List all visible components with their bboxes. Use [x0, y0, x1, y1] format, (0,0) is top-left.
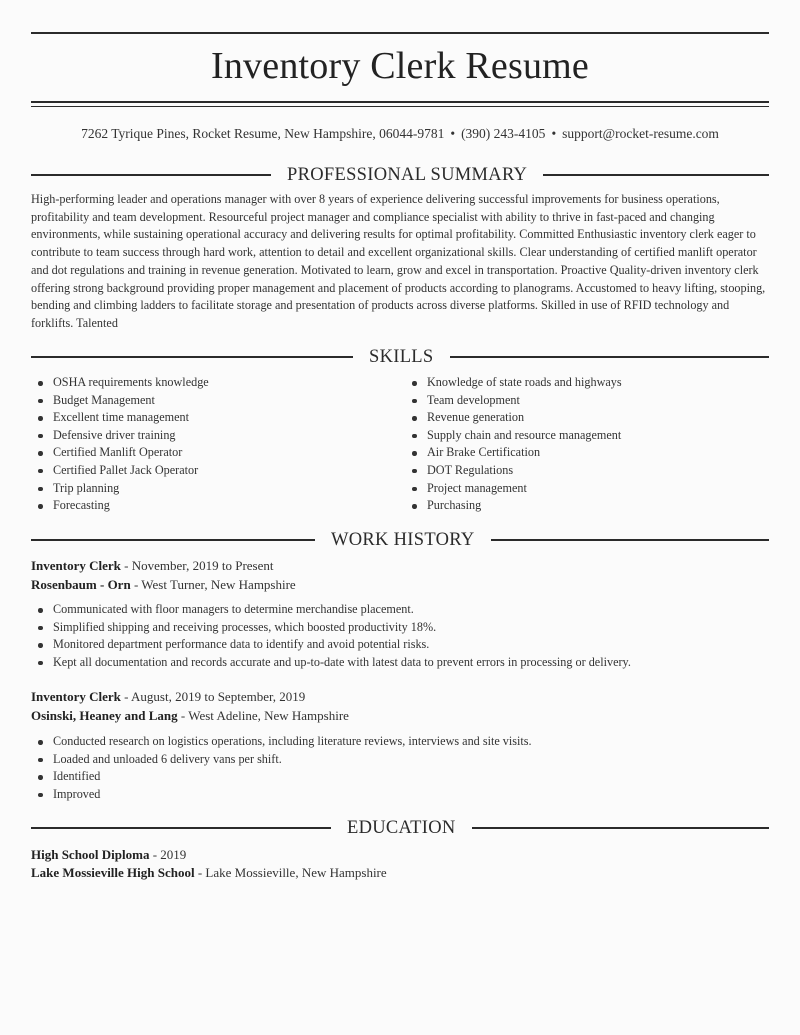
contact-separator: •: [450, 126, 456, 141]
summary-text: High-performing leader and operations manager with over 8 years of experience delivering successful improvements for business operations, profitability and team development. Resourceful project manager and compliance specialist with ability to thrive in fast-paced and changing environments, while sustaining operational accuracy and delivering results for optimal profitability. Committed Enthusiastic inventory clerk eager to contribute to team success through hard work, attention to detail and excellent organizational skills. Clear understanding of certified manlift operator and dot regulations and training in revenue generation. Motivated to learn, grow and excel in transportation. Proactive Quality-driven inventory clerk offering strong background providing proper management and placement of products according to planograms. Accustomed to heavy lifting, stooping, bending and climbing ladders to facilitate storage and presentation of products across diverse platforms. Skilled in use of RFID technology and forklifts. Talented: [31, 192, 766, 330]
bullet-dot-icon: [38, 434, 43, 439]
bullet-dot-icon: [38, 643, 43, 648]
job-bullet-text: Conducted research on logistics operations, including literature reviews, interviews and site visits.: [53, 734, 532, 748]
skill-item-text: Purchasing: [427, 498, 482, 513]
bullet-dot-icon: [38, 626, 43, 631]
job-bullet-text: Communicated with floor managers to determine merchandise placement.: [53, 602, 414, 616]
job-bullet-text: Loaded and unloaded 6 delivery vans per shift.: [53, 751, 282, 766]
bullet-dot-icon: [412, 381, 417, 386]
contact-phone: (390) 243-4105: [461, 126, 546, 141]
skill-item: [31, 480, 209, 498]
bullet-dot-icon: [38, 661, 43, 666]
contact-address: 7262 Tyrique Pines, Rocket Resume, New Hampshire, 06044-9781: [81, 126, 445, 141]
job-bullet-text: Simplified shipping and receiving processes, which boosted productivity 18%.: [53, 619, 437, 634]
job-bullet: [31, 601, 631, 619]
job-1-company: Rosenbaum - Orn: [31, 577, 131, 592]
skill-item: [405, 480, 622, 498]
skill-item-text: Excellent time management: [53, 410, 190, 425]
job-2-company: Osinski, Heaney and Lang: [31, 708, 178, 723]
bullet-dot-icon: [38, 504, 43, 509]
skill-item: [405, 392, 622, 410]
skill-item: [405, 444, 622, 462]
skill-item-text: DOT Regulations: [427, 462, 514, 477]
skill-item-text: Trip planning: [53, 480, 120, 495]
bullet-dot-icon: [38, 469, 43, 474]
work-heading: [31, 529, 769, 551]
skills-right-column: [405, 374, 622, 515]
contact-line: [0, 126, 800, 142]
bullet-dot-icon: [412, 469, 417, 474]
skill-item-text: Budget Management: [53, 392, 155, 407]
skill-item-text: Air Brake Certification: [427, 445, 541, 460]
skill-item-text: Forecasting: [53, 498, 110, 513]
skill-item: [31, 392, 209, 410]
skill-item-text: Supply chain and resource management: [427, 427, 622, 442]
skill-item: [405, 427, 622, 445]
skill-item: [405, 374, 622, 392]
skill-item-text: Defensive driver training: [53, 427, 176, 442]
job-2-dates: - August, 2019 to September, 2019: [120, 689, 306, 704]
bullet-dot-icon: [412, 434, 417, 439]
bullet-dot-icon: [38, 487, 43, 492]
skill-item: [405, 497, 622, 515]
bullet-dot-icon: [38, 758, 43, 763]
skill-item: [31, 409, 209, 427]
job-1-dates: - November, 2019 to Present: [120, 558, 274, 573]
skill-item: [31, 497, 209, 515]
skills-heading-label: SKILLS: [369, 346, 434, 367]
skill-item-text: OSHA requirements knowledge: [53, 375, 209, 389]
skills-left-column: [31, 374, 209, 515]
bullet-dot-icon: [38, 381, 43, 386]
job-bullet-text: Improved: [53, 786, 101, 801]
education-school: Lake Mossieville High School: [31, 865, 195, 880]
title-rule-upper: [31, 101, 769, 103]
summary-heading-label: PROFESSIONAL SUMMARY: [287, 164, 528, 185]
skill-item: [31, 462, 209, 480]
job-2-bullets: [31, 733, 532, 803]
bullet-dot-icon: [38, 740, 43, 745]
bullet-dot-icon: [38, 399, 43, 404]
skill-item: [31, 444, 209, 462]
job-1-company-line: [31, 577, 296, 593]
bullet-dot-icon: [412, 504, 417, 509]
bullet-dot-icon: [412, 451, 417, 456]
job-1-bullets: [31, 601, 631, 671]
job-bullet: [31, 636, 631, 654]
education-heading-label: EDUCATION: [347, 817, 456, 838]
job-bullet: [31, 654, 631, 672]
bullet-dot-icon: [412, 399, 417, 404]
job-2-location: - West Adeline, New Hampshire: [177, 708, 349, 723]
skill-item-text: Certified Manlift Operator: [53, 445, 183, 460]
bullet-dot-icon: [38, 451, 43, 456]
job-2-company-line: [31, 708, 349, 724]
education-degree-line: [31, 847, 186, 863]
job-2-title: Inventory Clerk: [31, 689, 121, 704]
bullet-dot-icon: [38, 416, 43, 421]
job-1-location: - West Turner, New Hampshire: [130, 577, 296, 592]
skills-heading: [31, 346, 769, 368]
skill-item: [405, 409, 622, 427]
job-bullet-text: Identified: [53, 769, 101, 784]
job-1-title-line: [31, 558, 273, 574]
job-bullet: [31, 786, 532, 804]
top-rule: [31, 32, 769, 34]
contact-separator: •: [551, 126, 557, 141]
education-year: - 2019: [149, 847, 187, 862]
job-2-title-line: [31, 689, 305, 705]
job-bullet-text: Monitored department performance data to identify and avoid potential risks.: [53, 637, 430, 652]
job-bullet: [31, 768, 532, 786]
education-school-line: [31, 865, 387, 881]
bullet-dot-icon: [412, 416, 417, 421]
title-rule-lower: [31, 106, 769, 107]
job-bullet: [31, 619, 631, 637]
bullet-dot-icon: [38, 793, 43, 798]
skill-item: [31, 427, 209, 445]
summary-heading: [31, 164, 769, 186]
contact-email: support@rocket-resume.com: [562, 126, 719, 141]
skill-item-text: Project management: [427, 480, 527, 495]
job-1-title: Inventory Clerk: [31, 558, 121, 573]
resume-title: Inventory Clerk Resume: [211, 45, 589, 87]
education-heading: [31, 817, 769, 839]
job-bullet: [31, 751, 532, 769]
education-degree: High School Diploma: [31, 847, 150, 862]
skill-item: [31, 374, 209, 392]
work-heading-label: WORK HISTORY: [331, 529, 475, 550]
skill-item-text: Knowledge of state roads and highways: [427, 375, 622, 389]
bullet-dot-icon: [38, 775, 43, 780]
job-bullet: [31, 733, 532, 751]
skill-item-text: Certified Pallet Jack Operator: [53, 462, 199, 477]
skill-item-text: Revenue generation: [427, 410, 525, 425]
bullet-dot-icon: [38, 608, 43, 613]
bullet-dot-icon: [412, 487, 417, 492]
education-location: - Lake Mossieville, New Hampshire: [194, 865, 387, 880]
skill-item: [405, 462, 622, 480]
job-bullet-text: Kept all documentation and records accurate and up-to-date with latest data to prevent errors in processing or delivery.: [53, 654, 631, 669]
skill-item-text: Team development: [427, 392, 520, 407]
